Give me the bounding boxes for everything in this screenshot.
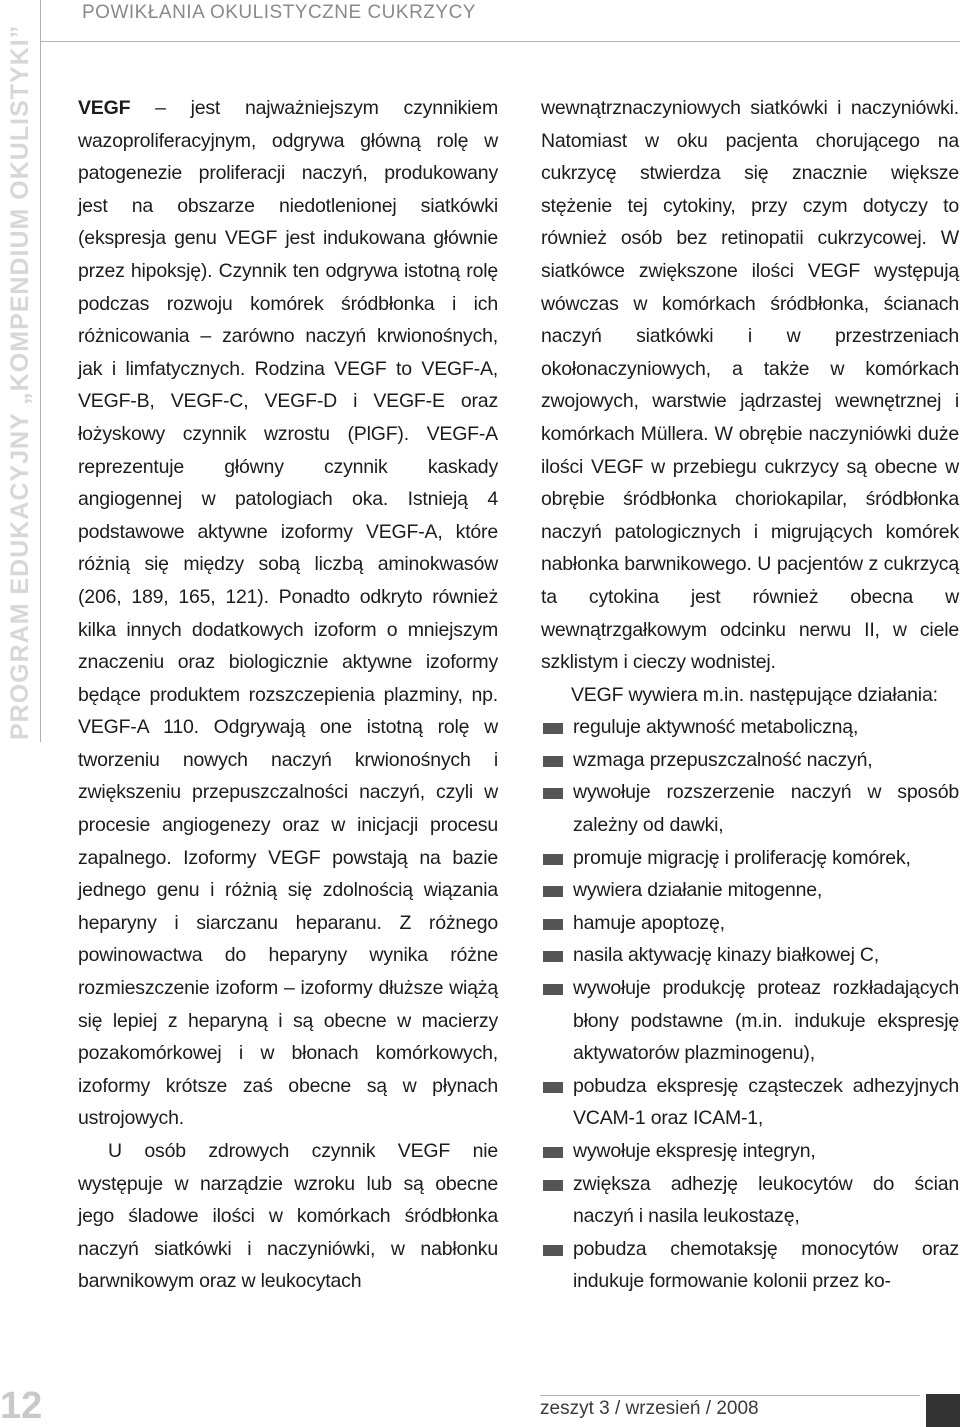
right-column bbox=[541, 92, 959, 1298]
list-item: nasila aktywację kinazy białkowej C, bbox=[541, 939, 959, 972]
list-item: pobudza chemotaksję monocytów oraz indukuje formowanie kolonii przez ko- bbox=[541, 1233, 959, 1298]
list-item: promuje migrację i proliferację komórek, bbox=[541, 842, 959, 875]
list-item: wzmaga przepuszczalność naczyń, bbox=[541, 744, 959, 777]
right-paragraph-2: VEGF wywiera m.in. następujące działania: bbox=[571, 683, 938, 706]
square-bullet-icon bbox=[543, 919, 563, 930]
square-bullet-icon bbox=[543, 1245, 563, 1256]
footer-rule bbox=[540, 1395, 920, 1396]
right-paragraph-1: wewnątrznaczyniowych siatkówki i naczyniówki. Natomiast w oku pacjenta chorującego na cukrzycę stwierdza się znacznie większe stężenie tej cytokiny, przy czym dotyczy to również osób bez retinopatii cukrzycowej. W siatkówce zwiększone ilości VEGF występują wówczas w komórkach śródbłonka, ścianach naczyń siatkówki i w przestrzeniach okołonaczyniowych, a także w komórkach zwojowych, warstwie jądrzastej wewnętrznej i komórkach Müllera. W obrębie naczyniówki duże ilości VEGF w przebiegu cukrzycy są obecne w obrębie śródbłonka choriokapilar, śródbłonka naczyń patologicznych i migrujących komórek nabłonka barwnikowego. U pacjentów z cukrzycą ta cytokina jest również obecna w wewnątrzgałkowym odcinku nerwu II, w ciele szklistym i cieczy wodnistej. bbox=[541, 97, 959, 674]
list-item: wywołuje ekspresję integryn, bbox=[541, 1135, 959, 1168]
side-rule bbox=[40, 42, 41, 742]
left-paragraph-1-text: – jest najważniejszym czynnikiem wazoproliferacyjnym, odgrywa główną rolę w patogenezie proliferacji naczyń, produkowany jest na obszarze niedotlenionej siatkówki (ekspresja genu VEGF jest indukowana głównie przez hipoksję). Czynnik ten odgrywa istotną rolę podczas rozwoju komórek śródbłonka i ich różnicowania – zarówno naczyń krwionośnych, jak i limfatycznych. Rodzina VEGF to VEGF-A, VEGF-B, VEGF-C, VEGF-D i VEGF-E oraz łożyskowy czynnik wzrostu (PlGF). VEGF-A reprezentuje główny czynnik kaskady angiogennej w patologiach oka. Istnieją 4 podstawowe aktywne izoformy VEGF-A, które różnią się między sobą liczbą aminokwasów (206, 189, 165, 121). Ponadto odkryto również kilka innych dodatkowych izoform o mniejszym znaczeniu oraz biologicznie aktywne izoformy będące produktem rozszczepienia plazminy, np. VEGF-A 110. Odgrywają one istotną rolę w tworzeniu nowych naczyń krwionośnych i zwiększeniu przepuszczalności naczyń, czyli w procesie angiogenezy oraz w inicjacji procesu zapalnego. Izoformy VEGF powstają na bazie jednego genu i różnią się zdolnością wiązania heparyny i siarczanu heparanu. Z różnego powinowactwa do heparyny wynika różne rozmieszczenie izoform – izoformy dłuższe wiążą się lepiej z heparyną i są obecne w macierzy pozakomórkowej i w błonach komórkowych, izoformy krótsze zaś obecne są w płynach ustrojowych. bbox=[78, 97, 498, 1130]
header-vertical-rule bbox=[40, 0, 41, 42]
square-bullet-icon bbox=[543, 1082, 563, 1093]
list-item: pobudza ekspresję cząsteczek adhezyjnych VCAM-1 oraz ICAM-1, bbox=[541, 1070, 959, 1135]
running-head: POWIKŁANIA OKULISTYCZNE CUKRZYCY bbox=[82, 2, 476, 23]
side-banner: PROGRAM EDUKACYJNY „KOMPENDIUM OKULISTYKI” bbox=[6, 24, 34, 740]
corner-mark bbox=[926, 1394, 960, 1427]
left-column bbox=[78, 92, 498, 1298]
square-bullet-icon bbox=[543, 788, 563, 799]
list-item: wywołuje produkcję proteaz rozkładających błony podstawne (m.in. indukuje ekspresję aktywatorów plazminogenu), bbox=[541, 972, 959, 1070]
square-bullet-icon bbox=[543, 1147, 563, 1158]
list-item: reguluje aktywność metaboliczną, bbox=[541, 711, 959, 744]
lead-term: VEGF bbox=[78, 97, 131, 119]
list-item: wywołuje rozszerzenie naczyń w sposób zależny od dawki, bbox=[541, 776, 959, 841]
list-item: wywiera działanie mitogenne, bbox=[541, 874, 959, 907]
square-bullet-icon bbox=[543, 756, 563, 767]
square-bullet-icon bbox=[543, 951, 563, 962]
square-bullet-icon bbox=[543, 1180, 563, 1191]
square-bullet-icon bbox=[543, 854, 563, 865]
effects-list bbox=[541, 711, 959, 1298]
header-rule bbox=[40, 41, 960, 42]
square-bullet-icon bbox=[543, 886, 563, 897]
square-bullet-icon bbox=[543, 723, 563, 734]
page-number: 12 bbox=[0, 1385, 43, 1427]
list-item: hamuje apoptozę, bbox=[541, 907, 959, 940]
left-paragraph-2: U osób zdrowych czynnik VEGF nie występuje w narządzie wzroku lub są obecne jego śladowe ilości w komórkach śródbłonka naczyń siatkówki i naczyniówki, w nabłonku barwnikowym oraz w leukocytach bbox=[78, 1140, 498, 1293]
list-item: zwiększa adhezję leukocytów do ścian naczyń i nasila leukostazę, bbox=[541, 1168, 959, 1233]
left-paragraph-1 bbox=[78, 92, 498, 1135]
issue-info: zeszyt 3 / wrzesień / 2008 bbox=[540, 1398, 759, 1419]
square-bullet-icon bbox=[543, 984, 563, 995]
